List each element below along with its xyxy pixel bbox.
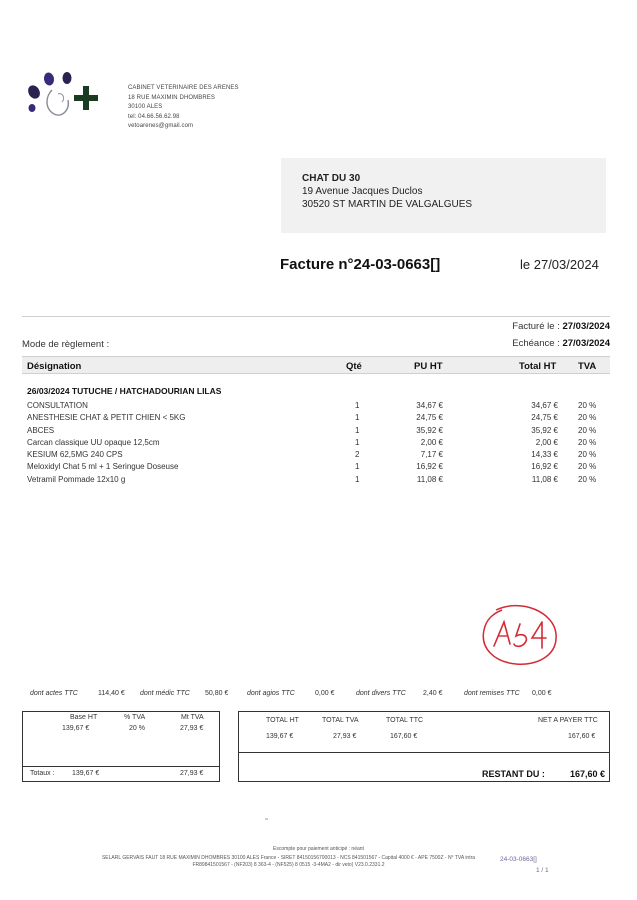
row-pu: 34,67 € (416, 401, 443, 410)
table-header (22, 356, 610, 374)
row-qty: 1 (355, 462, 360, 472)
billed-date (470, 321, 610, 332)
row-total: 35,92 € (531, 425, 558, 435)
due-value: 27/03/2024 (562, 338, 610, 349)
total-tva-value: 27,93 € (333, 733, 357, 740)
actes-value: 114,40 € (98, 690, 125, 697)
vat-rate-label: % TVA (124, 714, 146, 721)
divers-value: 2,40 € (423, 690, 443, 697)
table-row (0, 450, 637, 462)
billed-value: 27/03/2024 (562, 321, 610, 332)
footer-page-number: 1 / 1 (536, 867, 549, 874)
row-total: 14,33 € (531, 450, 558, 460)
total-ttc-label: TOTAL TTC (386, 717, 424, 724)
total-ttc-value: 167,60 € (390, 733, 418, 740)
client-city: 30520 ST MARTIN DE VALGALGUES (302, 199, 473, 210)
client-street: 19 Avenue Jacques Duclos (302, 186, 423, 197)
row-tva: 20 % (578, 450, 597, 460)
row-pu: 16,92 € (416, 462, 443, 472)
table-row (0, 462, 637, 474)
vat-amount-label: Mt TVA (181, 714, 204, 721)
col-total: Total HT (519, 361, 557, 372)
table-row (0, 475, 637, 487)
clinic-logo (22, 68, 108, 118)
remaining-value: 167,60 € (569, 769, 605, 779)
col-qty: Qté (346, 361, 362, 372)
actes-label: dont actes TTC (30, 690, 78, 697)
row-total: 2,00 € (535, 437, 558, 447)
clinic-name: CABINET VETERINAIRE DES ARENES (128, 85, 239, 91)
row-pu: 11,08 € (416, 474, 443, 484)
row-designation: Meloxidyl Chat 5 ml + 1 Seringue Doseuse (27, 462, 179, 472)
table-row (0, 426, 637, 438)
row-designation: ANESTHESIE CHAT & PETIT CHIEN < 5KG (27, 413, 186, 423)
vat-totals-base: 139,67 € (72, 770, 100, 777)
total-ht-label: TOTAL HT (266, 717, 299, 724)
agios-value: 0,00 € (315, 690, 335, 697)
remaining-label: RESTANT DU : (482, 769, 545, 779)
due-label: Echéance : (512, 338, 560, 349)
row-tva: 20 % (578, 474, 597, 484)
table-row (0, 413, 637, 425)
row-tva: 20 % (578, 437, 597, 447)
divider (22, 316, 610, 317)
footer-discount: Escompte pour paiement anticipé : néant (273, 846, 364, 852)
invoice-title: Facture n°24-03-0663[] (280, 256, 441, 273)
total-ht-value: 139,67 € (266, 733, 294, 740)
row-total: 24,75 € (531, 413, 558, 423)
col-tva: TVA (578, 361, 597, 372)
row-qty: 1 (355, 425, 360, 435)
remises-value: 0,00 € (532, 690, 552, 697)
vat-totals-amount: 27,93 € (180, 770, 204, 777)
vat-base-label: Base HT (70, 714, 98, 721)
col-designation: Désignation (27, 361, 82, 372)
medic-value: 50,80 € (205, 690, 229, 697)
row-tva: 20 % (578, 413, 597, 423)
row-designation: CONSULTATION (27, 401, 88, 410)
client-name: CHAT DU 30 (302, 173, 361, 184)
agios-label: dont agios TTC (247, 690, 295, 697)
vat-base-value: 139,67 € (62, 725, 90, 732)
row-designation: ABCES (27, 425, 55, 435)
row-total: 34,67 € (531, 401, 558, 410)
clinic-city: 30100 ALES (128, 104, 163, 110)
medic-label: dont médic TTC (140, 690, 190, 697)
row-qty: 1 (355, 401, 360, 410)
invoice-date: le 27/03/2024 (520, 257, 599, 272)
row-tva: 20 % (578, 425, 597, 435)
row-pu: 24,75 € (416, 413, 443, 423)
total-tva-label: TOTAL TVA (322, 717, 359, 724)
table-row (0, 401, 637, 413)
clinic-street: 18 RUE MAXIMIN DHOMBRES (128, 94, 215, 101)
footer-invoice-ref: 24-03-0663[] (500, 856, 537, 863)
row-qty: 1 (355, 437, 360, 447)
footer-legal-1: SELARL GERVAIS FAUT 18 RUE MAXIMIN DHOMBRES 30100 ALES France - SIRET 84150156700013 - NCS 841501567 - Capital 4000 € - APE 7500Z - N° TVA intra (101, 855, 476, 861)
col-pu: PU HT (414, 361, 443, 372)
clinic-phone: tel: 04.66.56.62.98 (128, 113, 180, 120)
billed-label: Facturé le : (512, 321, 560, 332)
footer-legal-2: FR89841501567 - (NF203) 8 363-4 - (NF525) 8 0515 -3-4MA2 - dir veto) V23.0.2331.2 (192, 862, 385, 868)
row-tva: 20 % (578, 401, 597, 410)
line-items (0, 401, 637, 487)
clinic-email: vetoarenes@gmail.com (128, 123, 194, 129)
row-qty: 1 (355, 474, 360, 484)
net-label: NET A PAYER TTC (538, 717, 598, 724)
row-designation: Carcan classique UU opaque 12,5cm (27, 437, 160, 447)
due-date (440, 338, 610, 349)
row-total: 11,08 € (531, 474, 558, 484)
row-designation: KESIUM 62,5MG 240 CPS (27, 450, 123, 460)
table-row (0, 438, 637, 450)
row-designation: Vetramil Pommade 12x10 g (27, 474, 126, 484)
row-pu: 35,92 € (416, 425, 443, 435)
vat-rate-value: 20 % (129, 725, 145, 732)
vat-amount-value: 27,93 € (180, 725, 204, 732)
divers-label: dont divers TTC (356, 690, 406, 697)
clinic-address (128, 84, 239, 132)
vat-divider (22, 766, 220, 767)
row-pu: 7,17 € (420, 450, 443, 460)
row-pu: 2,00 € (420, 437, 443, 447)
row-total: 16,92 € (531, 462, 558, 472)
vat-totals-label: Totaux : (30, 770, 55, 777)
net-value: 167,60 € (568, 733, 596, 740)
payment-mode: Mode de règlement : (22, 339, 110, 350)
row-tva: 20 % (578, 462, 597, 472)
section-title: 26/03/2024 TUTUCHE / HATCHADOURIAN LILAS (27, 386, 222, 396)
client-address (302, 172, 472, 211)
scan-speck (265, 818, 268, 820)
totals-divider (238, 752, 610, 753)
row-qty: 1 (355, 413, 360, 423)
row-qty: 2 (355, 450, 360, 460)
remises-label: dont remises TTC (464, 690, 520, 697)
handwritten-stamp (476, 600, 562, 670)
